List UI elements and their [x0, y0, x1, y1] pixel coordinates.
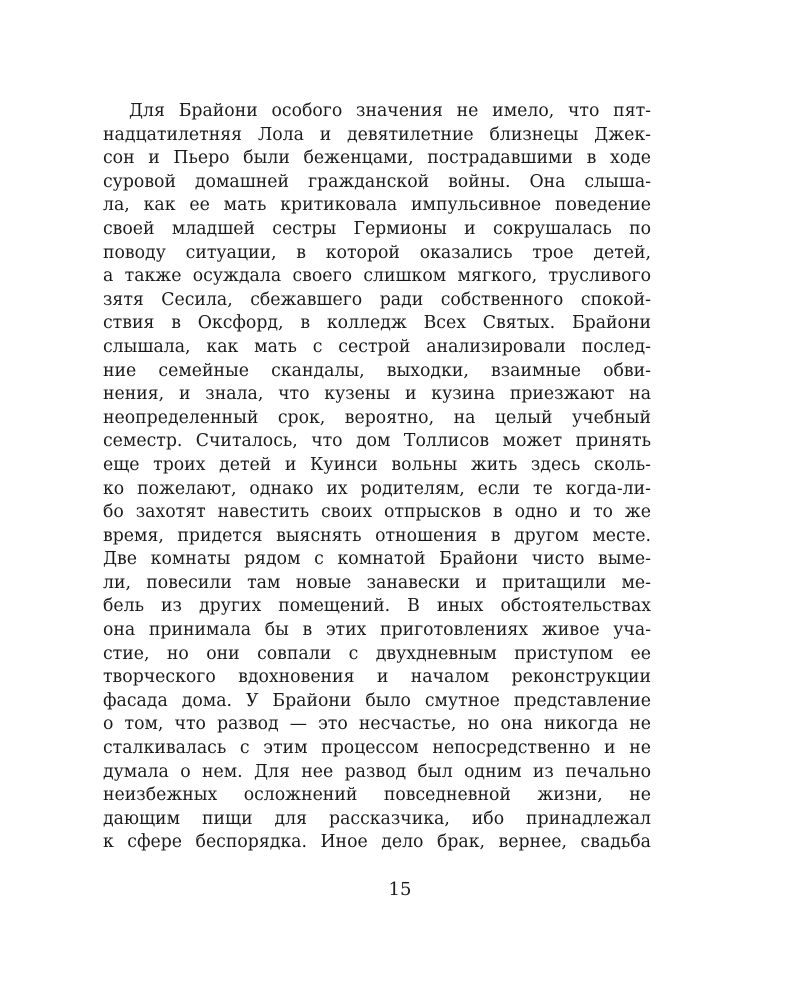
text-line: а также осуждала своего слишком мягкого, трусливого [103, 266, 651, 287]
body-text [103, 100, 651, 855]
page-number: 15 [388, 879, 412, 900]
text-line: ние семейные скандалы, выходки, взаимные обви- [103, 360, 651, 381]
text-line: поводу ситуации, в которой оказались трое детей, [103, 242, 651, 263]
text-line: неопределенный срок, вероятно, на целый учебный [103, 407, 651, 428]
text-line: суровой домашней гражданской войны. Она слыша- [103, 171, 651, 192]
text-line: сталкивалась с этим процессом непосредственно и не [103, 738, 651, 759]
text-line: нения, и знала, что кузены и кузина приезжают на [103, 384, 651, 405]
text-line: зятя Сесила, сбежавшего ради собственного спокой- [103, 289, 651, 310]
text-line: стие, но они совпали с двухдневным приступом ее [103, 643, 651, 664]
text-line: еще троих детей и Куинси вольны жить здесь сколь- [103, 454, 651, 475]
text-line: думала о нем. Для нее развод был одним из печально [103, 761, 651, 782]
text-line: она принимала бы в этих приготовлениях живое уча- [103, 620, 651, 641]
text-line: Две комнаты рядом с комнатой Брайони чисто выме- [103, 549, 651, 570]
text-line: сон и Пьеро были беженцами, пострадавшими в ходе [103, 148, 651, 169]
text-line: ла, как ее мать критиковала импульсивное поведение [103, 195, 651, 216]
text-line: слышала, как мать с сестрой анализировали послед- [103, 336, 651, 357]
text-line: творческого вдохновения и началом реконструкции [103, 667, 651, 688]
text-line: ствия в Оксфорд, в колледж Всех Святых. Брайони [103, 313, 651, 334]
text-line: семестр. Считалось, что дом Толлисов может принять [103, 431, 651, 452]
text-line: о том, что развод — это несчастье, но она никогда не [103, 714, 651, 735]
text-line: ко пожелают, однако их родителям, если те когда-ли- [103, 478, 651, 499]
text-line: ли, повесили там новые занавески и притащили ме- [103, 572, 651, 593]
text-line: своей младшей сестры Гермионы и сокрушалась по [103, 218, 651, 239]
text-line: Для Брайони особого значения не имело, что пят- [129, 101, 651, 121]
text-line: неизбежных осложнений повседневной жизни, не [103, 785, 651, 806]
text-line: фасада дома. У Брайони было смутное представление [103, 690, 651, 711]
text-line: время, придется выяснять отношения в другом месте. [103, 525, 651, 546]
text-line: дающим пищи для рассказчика, ибо принадлежал [103, 808, 651, 829]
text-line: к сфере беспорядка. Иное дело брак, вернее, свадьба [103, 832, 651, 853]
text-line: бо захотят навестить своих отпрысков в одно и то же [103, 502, 651, 523]
text-line: бель из других помещений. В иных обстоятельствах [103, 596, 651, 617]
text-line: надцатилетняя Лола и девятилетние близнецы Джек- [103, 124, 651, 145]
